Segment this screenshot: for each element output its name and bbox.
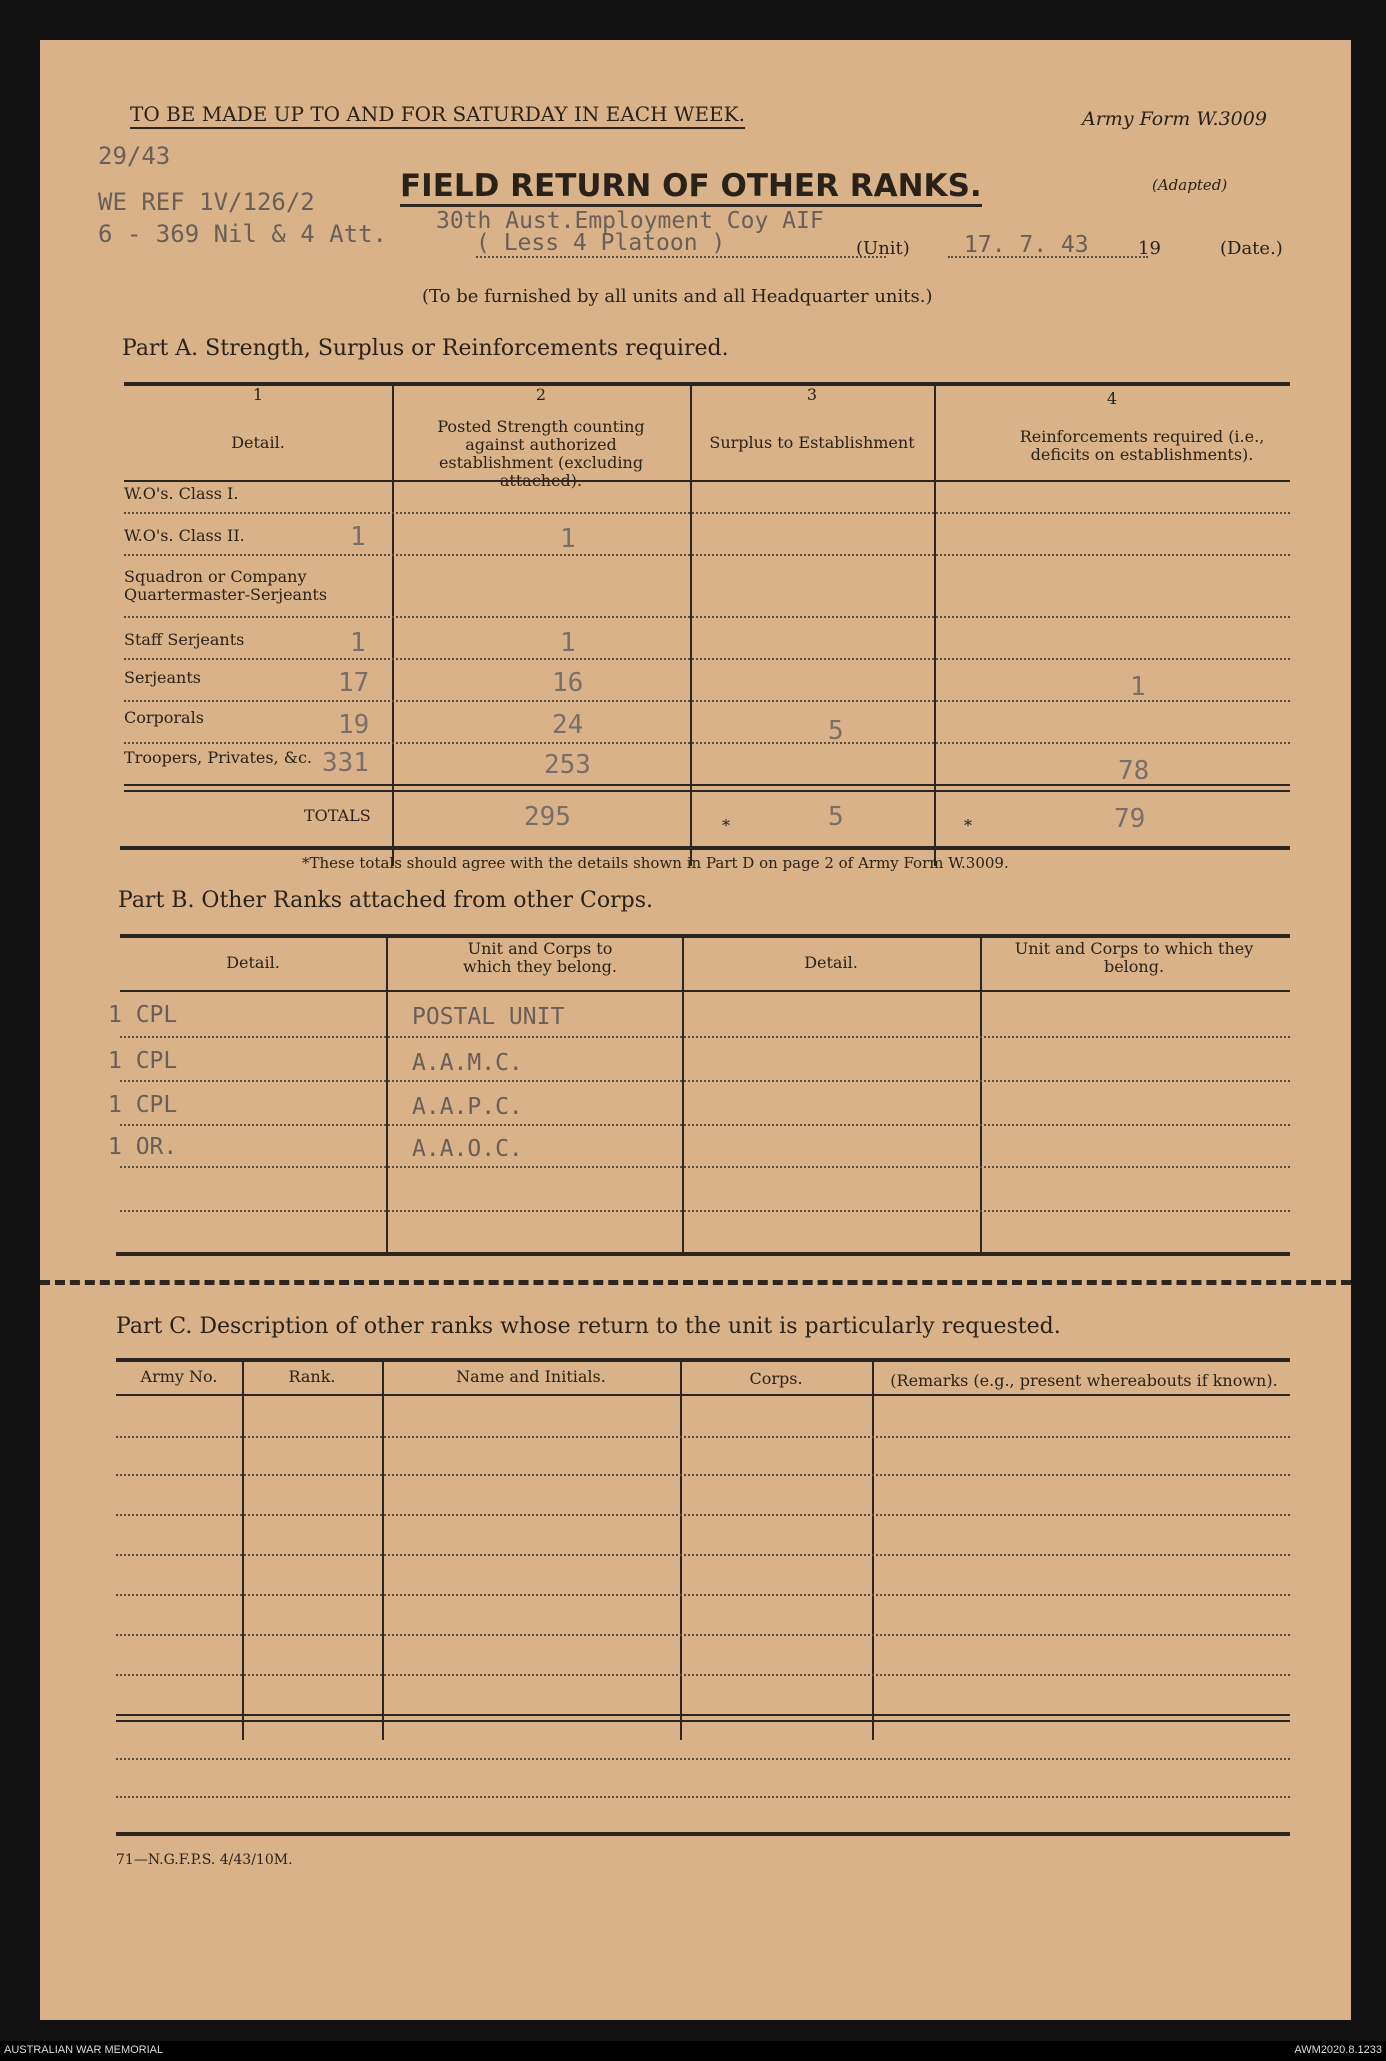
attached-unit: POSTAL UNIT [412,1004,565,1030]
print-code: 71—N.G.F.P.S. 4/43/10M. [116,1852,293,1868]
part-a-row-posted: 16 [552,668,584,698]
part-a-row-est: 1 [350,522,366,552]
footer-accession: AWM2020.8.1233 [1294,2044,1382,2056]
attached-unit: A.A.O.C. [412,1136,523,1162]
unit-name: 30th Aust.Employment Coy AIF [436,208,824,234]
part-b-header-detail-2: Detail. [804,953,858,972]
part-a-row-detail: W.O's. Class I. [124,484,239,503]
date-value: 17. 7. 43 [964,232,1089,258]
part-a-header-detail: Detail. [231,433,285,452]
part-b-title: Part B. Other Ranks attached from other Corps. [118,888,653,913]
footer-bar [0,2041,1386,2061]
total-reinf: 79 [1114,804,1146,834]
part-a-row-posted: 253 [544,750,591,780]
attached-detail: 1 CPL [108,1002,178,1028]
part-a-row-est: 17 [338,668,370,698]
date-label: (Date.) [1220,238,1283,259]
attached-detail: 1 CPL [108,1092,178,1118]
part-a-title: Part A. Strength, Surplus or Reinforcements required. [122,336,729,361]
part-a-row-detail: Serjeants [124,668,201,687]
attached-detail: 1 OR. [108,1134,178,1160]
adapted-note: (Adapted) [1152,176,1228,194]
total-reinf-asterisk: * [964,816,972,835]
unit-label: (Unit) [856,238,910,259]
part-a-row-est: 331 [322,748,369,778]
part-a-row-detail: Staff Serjeants [124,630,245,649]
part-a-header-posted: Posted Strength counting against authorized establishment (excluding attached). [437,417,645,490]
part-a-row-detail: Troopers, Privates, &c. [124,748,313,767]
part-a-row-posted: 24 [552,710,584,740]
stamp-reference-2: WE REF 1V/126/2 [98,188,315,216]
weekly-instruction: TO BE MADE UP TO AND FOR SATURDAY IN EACH WEEK. [130,102,745,129]
part-a-colnum-1: 1 [252,385,264,404]
part-a-row-est: 19 [338,710,370,740]
footer-credit: AUSTRALIAN WAR MEMORIAL [4,2044,164,2056]
part-a-row-detail: W.O's. Class II. [124,526,245,545]
part-b-header-unit-1: Unit and Corps to which they belong. [463,939,617,976]
total-surplus: 5 [828,802,844,832]
stamp-reference-3: 6 - 369 Nil & 4 Att. [98,220,387,248]
part-a-row-posted: 1 [560,524,576,554]
part-a-row-surplus: 5 [828,716,844,746]
part-b-header-detail-1: Detail. [226,953,280,972]
page-title: FIELD RETURN OF OTHER RANKS. [400,168,982,207]
part-a-colnum-3: 3 [806,385,818,404]
part-a-colnum-4: 4 [1106,389,1118,408]
part-a-header-reinf: Reinforcements required (i.e., deficits on establishments). [1019,427,1265,464]
part-a-row-detail: Squadron or Company Quartermaster-Serjeants [124,567,328,604]
part-c-header-rank: Rank. [288,1367,336,1386]
part-c-header-corps: Corps. [749,1369,803,1388]
attached-detail: 1 CPL [108,1048,178,1074]
attached-unit: A.A.P.C. [412,1094,523,1120]
part-a-row-posted: 1 [560,628,576,658]
form-number: Army Form W.3009 [1082,108,1267,130]
part-c-header-name: Name and Initials. [456,1367,606,1386]
furnish-note: (To be furnished by all units and all Headquarter units.) [422,286,933,307]
form-page [40,40,1351,2020]
totals-footnote: *These totals should agree with the details shown in Part D on page 2 of Army Form W.3009. [302,854,1009,872]
total-surplus-asterisk: * [722,816,730,835]
totals-label: TOTALS [304,806,371,825]
year-prefix: 19 [1138,238,1161,259]
attached-unit: A.A.M.C. [412,1050,523,1076]
stamp-reference-1: 29/43 [98,142,171,170]
part-a-row-detail: Corporals [124,708,204,727]
total-posted: 295 [524,802,571,832]
part-c-header-remarks: (Remarks (e.g., present whereabouts if known). [890,1371,1278,1390]
part-c-header-army-no: Army No. [140,1367,218,1386]
part-a-colnum-2: 2 [535,385,547,404]
perforation-line [40,1280,1351,1285]
part-a-row-reinf: 78 [1118,756,1150,786]
part-a-row-est: 1 [350,628,366,658]
part-c-title: Part C. Description of other ranks whose return to the unit is particularly requested. [116,1314,1061,1339]
part-b-header-unit-2: Unit and Corps to which they belong. [1014,939,1254,976]
part-a-row-reinf: 1 [1130,672,1146,702]
part-a-header-surplus: Surplus to Establishment [709,433,915,452]
unit-qualifier: ( Less 4 Platoon ) [476,230,726,256]
